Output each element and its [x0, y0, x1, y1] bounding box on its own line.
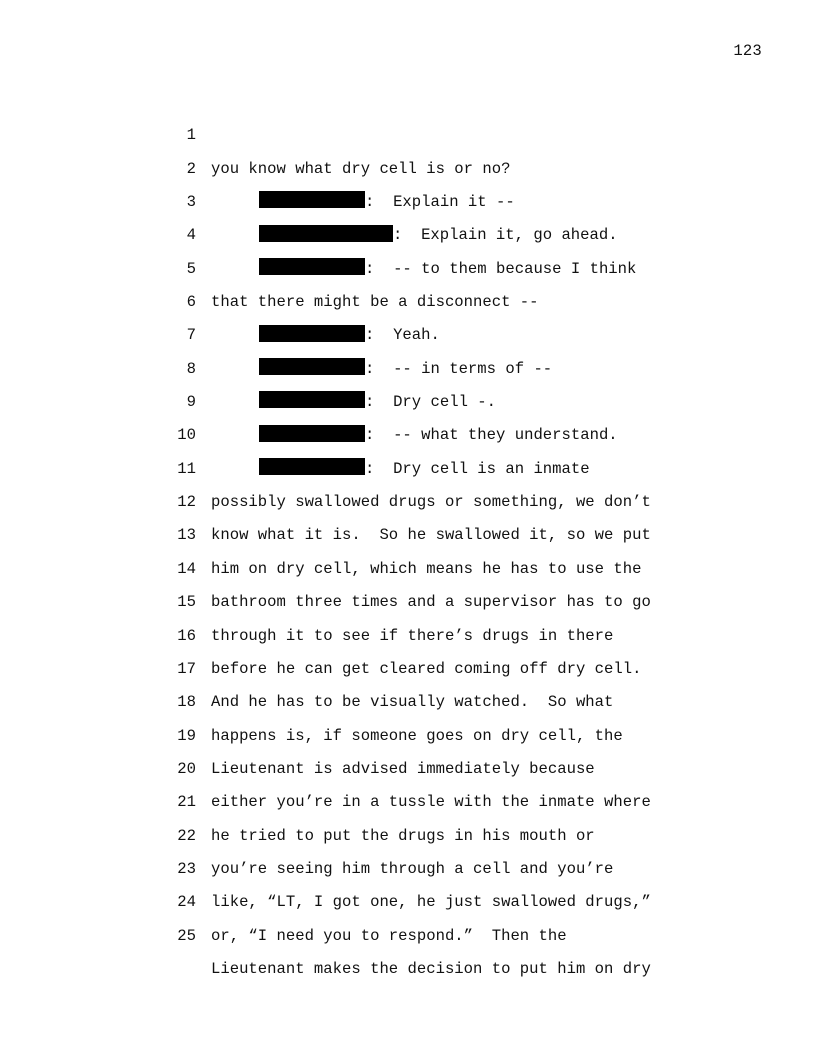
- line-text: bathroom three times and a supervisor has to go: [211, 593, 651, 612]
- line-text: : Dry cell is an inmate: [365, 459, 590, 478]
- line-text: know what it is. So he swallowed it, so we put: [211, 526, 651, 545]
- line-text: before he can get cleared coming off dry cell.: [211, 659, 642, 678]
- line-number: 25: [177, 926, 196, 945]
- line-text: : Explain it, go ahead.: [393, 226, 618, 245]
- page-number: 123: [733, 42, 762, 60]
- line-text: : -- what they understand.: [365, 426, 618, 445]
- line-number: 5: [186, 259, 196, 278]
- line-number: 12: [177, 493, 196, 512]
- line-number: 8: [186, 359, 196, 378]
- line-number: 15: [177, 593, 196, 612]
- line-text: he tried to put the drugs in his mouth or: [211, 826, 595, 845]
- line-number: 20: [177, 759, 196, 778]
- line-number: 21: [177, 793, 196, 812]
- line-text: through it to see if there’s drugs in there: [211, 626, 614, 645]
- line-text: that there might be a disconnect --: [211, 293, 539, 312]
- line-number: 24: [177, 893, 196, 912]
- line-text: possibly swallowed drugs or something, we don’t: [211, 493, 651, 512]
- line-number: 19: [177, 726, 196, 745]
- line-number: 18: [177, 693, 196, 712]
- line-number: 22: [177, 826, 196, 845]
- transcript-line: [0, 153, 816, 245]
- line-text: or, “I need you to respond.” Then the: [211, 926, 567, 945]
- line-text: either you’re in a tussle with the inmate where: [211, 793, 651, 812]
- line-number: 14: [177, 559, 196, 578]
- line-text: him on dry cell, which means he has to use the: [211, 559, 642, 578]
- line-number: 13: [177, 526, 196, 545]
- line-text: And he has to be visually watched. So what: [211, 693, 614, 712]
- transcript-line: [0, 86, 816, 178]
- line-text: : Dry cell -.: [365, 393, 497, 412]
- line-text: like, “LT, I got one, he just swallowed drugs,”: [211, 893, 651, 912]
- line-text: : -- in terms of --: [365, 359, 553, 378]
- line-number: 9: [186, 393, 196, 412]
- line-number: 11: [177, 459, 196, 478]
- line-text: : -- to them because I think: [365, 259, 637, 278]
- line-text: Lieutenant is advised immediately because: [211, 759, 595, 778]
- line-number: 4: [186, 226, 196, 245]
- line-text: : Explain it --: [365, 193, 515, 212]
- line-text: you’re seeing him through a cell and you’re: [211, 859, 614, 878]
- line-number: 2: [186, 159, 196, 178]
- line-number: 23: [177, 859, 196, 878]
- line-number: 10: [177, 426, 196, 445]
- line-text: Lieutenant makes the decision to put him on dry: [211, 959, 651, 978]
- transcript-body: [0, 86, 816, 978]
- line-number: 6: [186, 293, 196, 312]
- line-text: you know what dry cell is or no?: [211, 159, 511, 178]
- line-number: 3: [186, 193, 196, 212]
- line-text: : Yeah.: [365, 326, 440, 345]
- line-number: 1: [186, 126, 196, 145]
- line-number: 7: [186, 326, 196, 345]
- line-number: 16: [177, 626, 196, 645]
- line-number: 17: [177, 659, 196, 678]
- line-text: happens is, if someone goes on dry cell, the: [211, 726, 623, 745]
